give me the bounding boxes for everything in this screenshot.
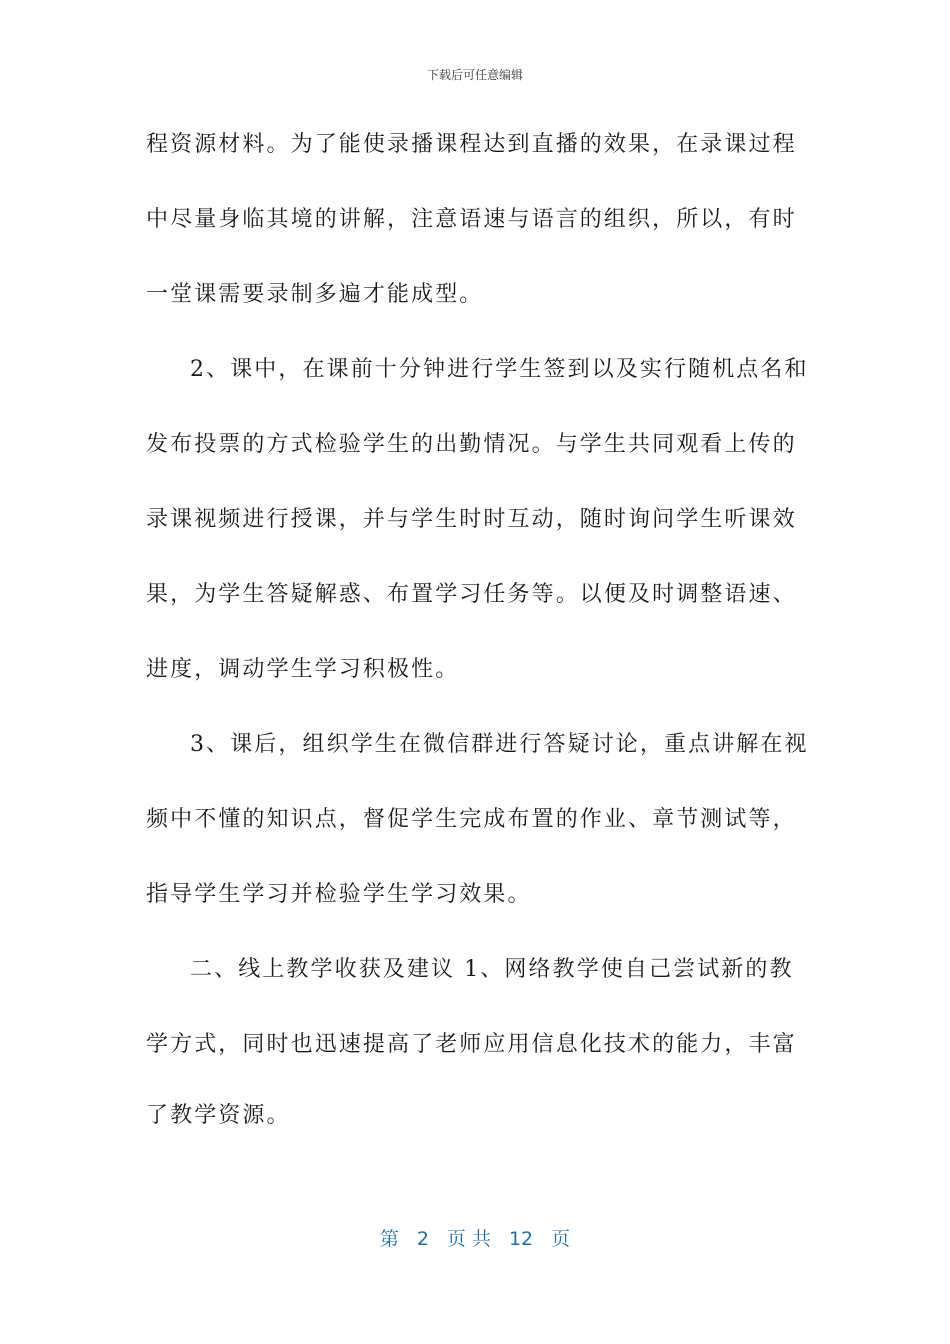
- paragraph-start-line: 二、线上教学收获及建议 1、网络教学使自己尝试新的教: [190, 957, 794, 982]
- text-line: 一堂课需要录制多遍才能成型。: [146, 282, 484, 307]
- text-line: 录课视频进行授课，并与学生时时互动，随时询问学生听课效: [146, 507, 797, 532]
- footer-suffix: 页: [551, 1228, 571, 1250]
- text-line: 程资源材料。为了能使录播课程达到直播的效果，在录课过程: [146, 132, 797, 157]
- text-line: 发布投票的方式检验学生的出勤情况。与学生共同观看上传的: [146, 432, 797, 457]
- total-pages-number: 12: [508, 1228, 534, 1250]
- text-line: 果，为学生答疑解惑、布置学习任务等。以便及时调整语速、: [146, 582, 797, 607]
- text-line: 中尽量身临其境的讲解，注意语速与语言的组织，所以，有时: [146, 207, 797, 232]
- page-header: 下载后可任意编辑: [426, 68, 523, 82]
- text-line: 学方式，同时也迅速提高了老师应用信息化技术的能力，丰富: [146, 1032, 797, 1057]
- text-line: 频中不懂的知识点，督促学生完成布置的作业、章节测试等，: [146, 807, 797, 832]
- paragraph-start-line: 2、课中，在课前十分钟进行学生签到以及实行随机点名和: [190, 357, 809, 382]
- text-line: 进度，调动学生学习积极性。: [146, 657, 460, 682]
- text-line: 了教学资源。: [146, 1103, 291, 1128]
- page-number-footer: [0, 1226, 950, 1252]
- footer-prefix: 第: [379, 1228, 399, 1250]
- text-line: 指导学生学习并检验学生学习效果。: [146, 882, 532, 907]
- current-page-number: 2: [416, 1228, 429, 1250]
- footer-middle: 页 共: [446, 1228, 491, 1250]
- paragraph-start-line: 3、课后，组织学生在微信群进行答疑讨论，重点讲解在视: [190, 732, 809, 757]
